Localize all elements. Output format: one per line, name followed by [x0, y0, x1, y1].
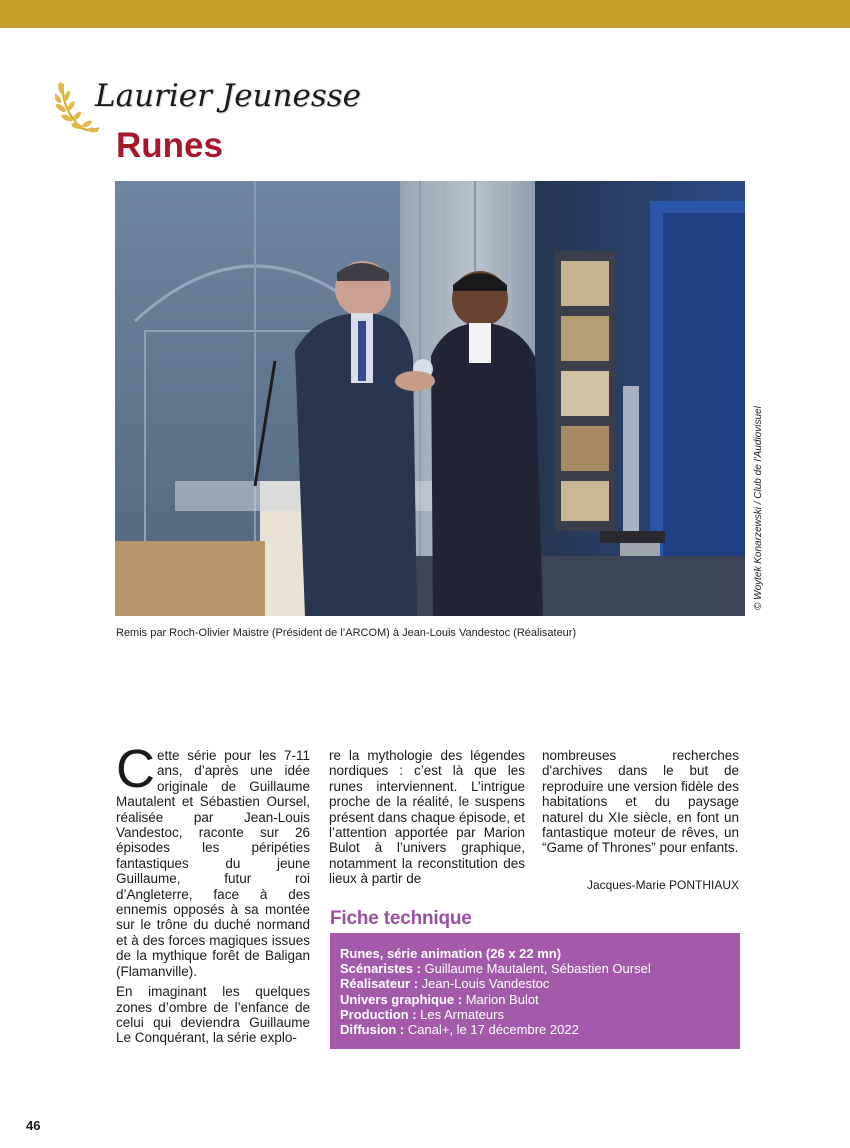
author-signature: Jacques-Marie PONTHIAUX [586, 878, 739, 892]
fiche-value: Canal+, le 17 décembre 2022 [404, 1022, 579, 1038]
fiche-row-realisateur [340, 976, 730, 991]
paragraph-1 [116, 739, 310, 979]
fiche-series-line: Runes, série animation (26 x 22 mn) [340, 946, 562, 961]
fiche-row-production [340, 1007, 730, 1022]
fiche-label: Production : [340, 1006, 417, 1022]
fiche-label: Réalisateur : [340, 976, 419, 992]
top-color-band [0, 0, 850, 28]
paragraph-2-part-2: re la mythologie des légendes nordiques : c’est là que les runes interviennent. L’intrigue proche de la réalité, le suspens présent dans chaque épisode, et l’attention apportée par Marion Bulot à l’univers graphique, notamment la reconstitution des lieux à partir de [329, 748, 525, 887]
fiche-row-title [340, 946, 730, 961]
article-column-3 [542, 748, 739, 861]
page-number: 46 [26, 1118, 41, 1133]
fiche-value: Jean-Louis Vandestoc [418, 976, 550, 992]
article-column-2 [329, 748, 525, 892]
photo-caption: Remis par Roch-Olivier Maistre (Président de l’ARCOM) à Jean-Louis Vandestoc (Réalisateur) [116, 627, 577, 639]
article-title: Runes [116, 126, 223, 165]
article-column-1 [116, 739, 310, 1051]
fiche-row-univers [340, 992, 730, 1007]
award-photo [115, 181, 745, 616]
drop-cap: C [116, 739, 155, 799]
award-category: Laurier Jeunesse [95, 78, 361, 114]
fiche-label: Diffusion : [340, 1022, 405, 1038]
fiche-value: Les Armateurs [416, 1006, 504, 1022]
fiche-heading: Fiche technique [330, 908, 472, 929]
paragraph-1-text: ette série pour les 7-11 ans, d’après une idée originale de Guillaume Mautalent et Sébastien Oursel, réalisée par Jean-Louis Vandestoc, raconte sur 26 épisodes les péripéties fantastiques du jeune Guillaume, futur roi d’Angleterre, face à des ennemis opposés à sa montée sur le trône du duché normand et à des forces magiques issues de la mythique forêt de Baligan (Flamanville). [116, 748, 310, 979]
fiche-row-scenaristes [340, 961, 730, 976]
fiche-value: Guillaume Mautalent, Sébastien Oursel [420, 961, 651, 977]
fiche-row-diffusion [340, 1022, 730, 1037]
fiche-label: Scénaristes : [340, 961, 421, 977]
photo-credit: © Woytek Konarzewski / Club de l'Audiovisuel [753, 406, 764, 610]
fiche-technique-box [330, 933, 740, 1049]
fiche-label: Univers graphique : [340, 991, 463, 1007]
fiche-value: Marion Bulot [462, 991, 539, 1007]
paragraph-2-part-3: nombreuses recherches d'archives dans le but de reproduire une version fidèle des habitations et du paysage naturel du XIe siècle, en font un fantastique moteur de rêves, un “Game of Thrones” pour enfants. [542, 748, 739, 856]
paragraph-2-part-1: En imaginant les quelques zones d’ombre de l’enfance de celui qui deviendra Guillaume Le Conquérant, la série explo- [116, 984, 310, 1046]
